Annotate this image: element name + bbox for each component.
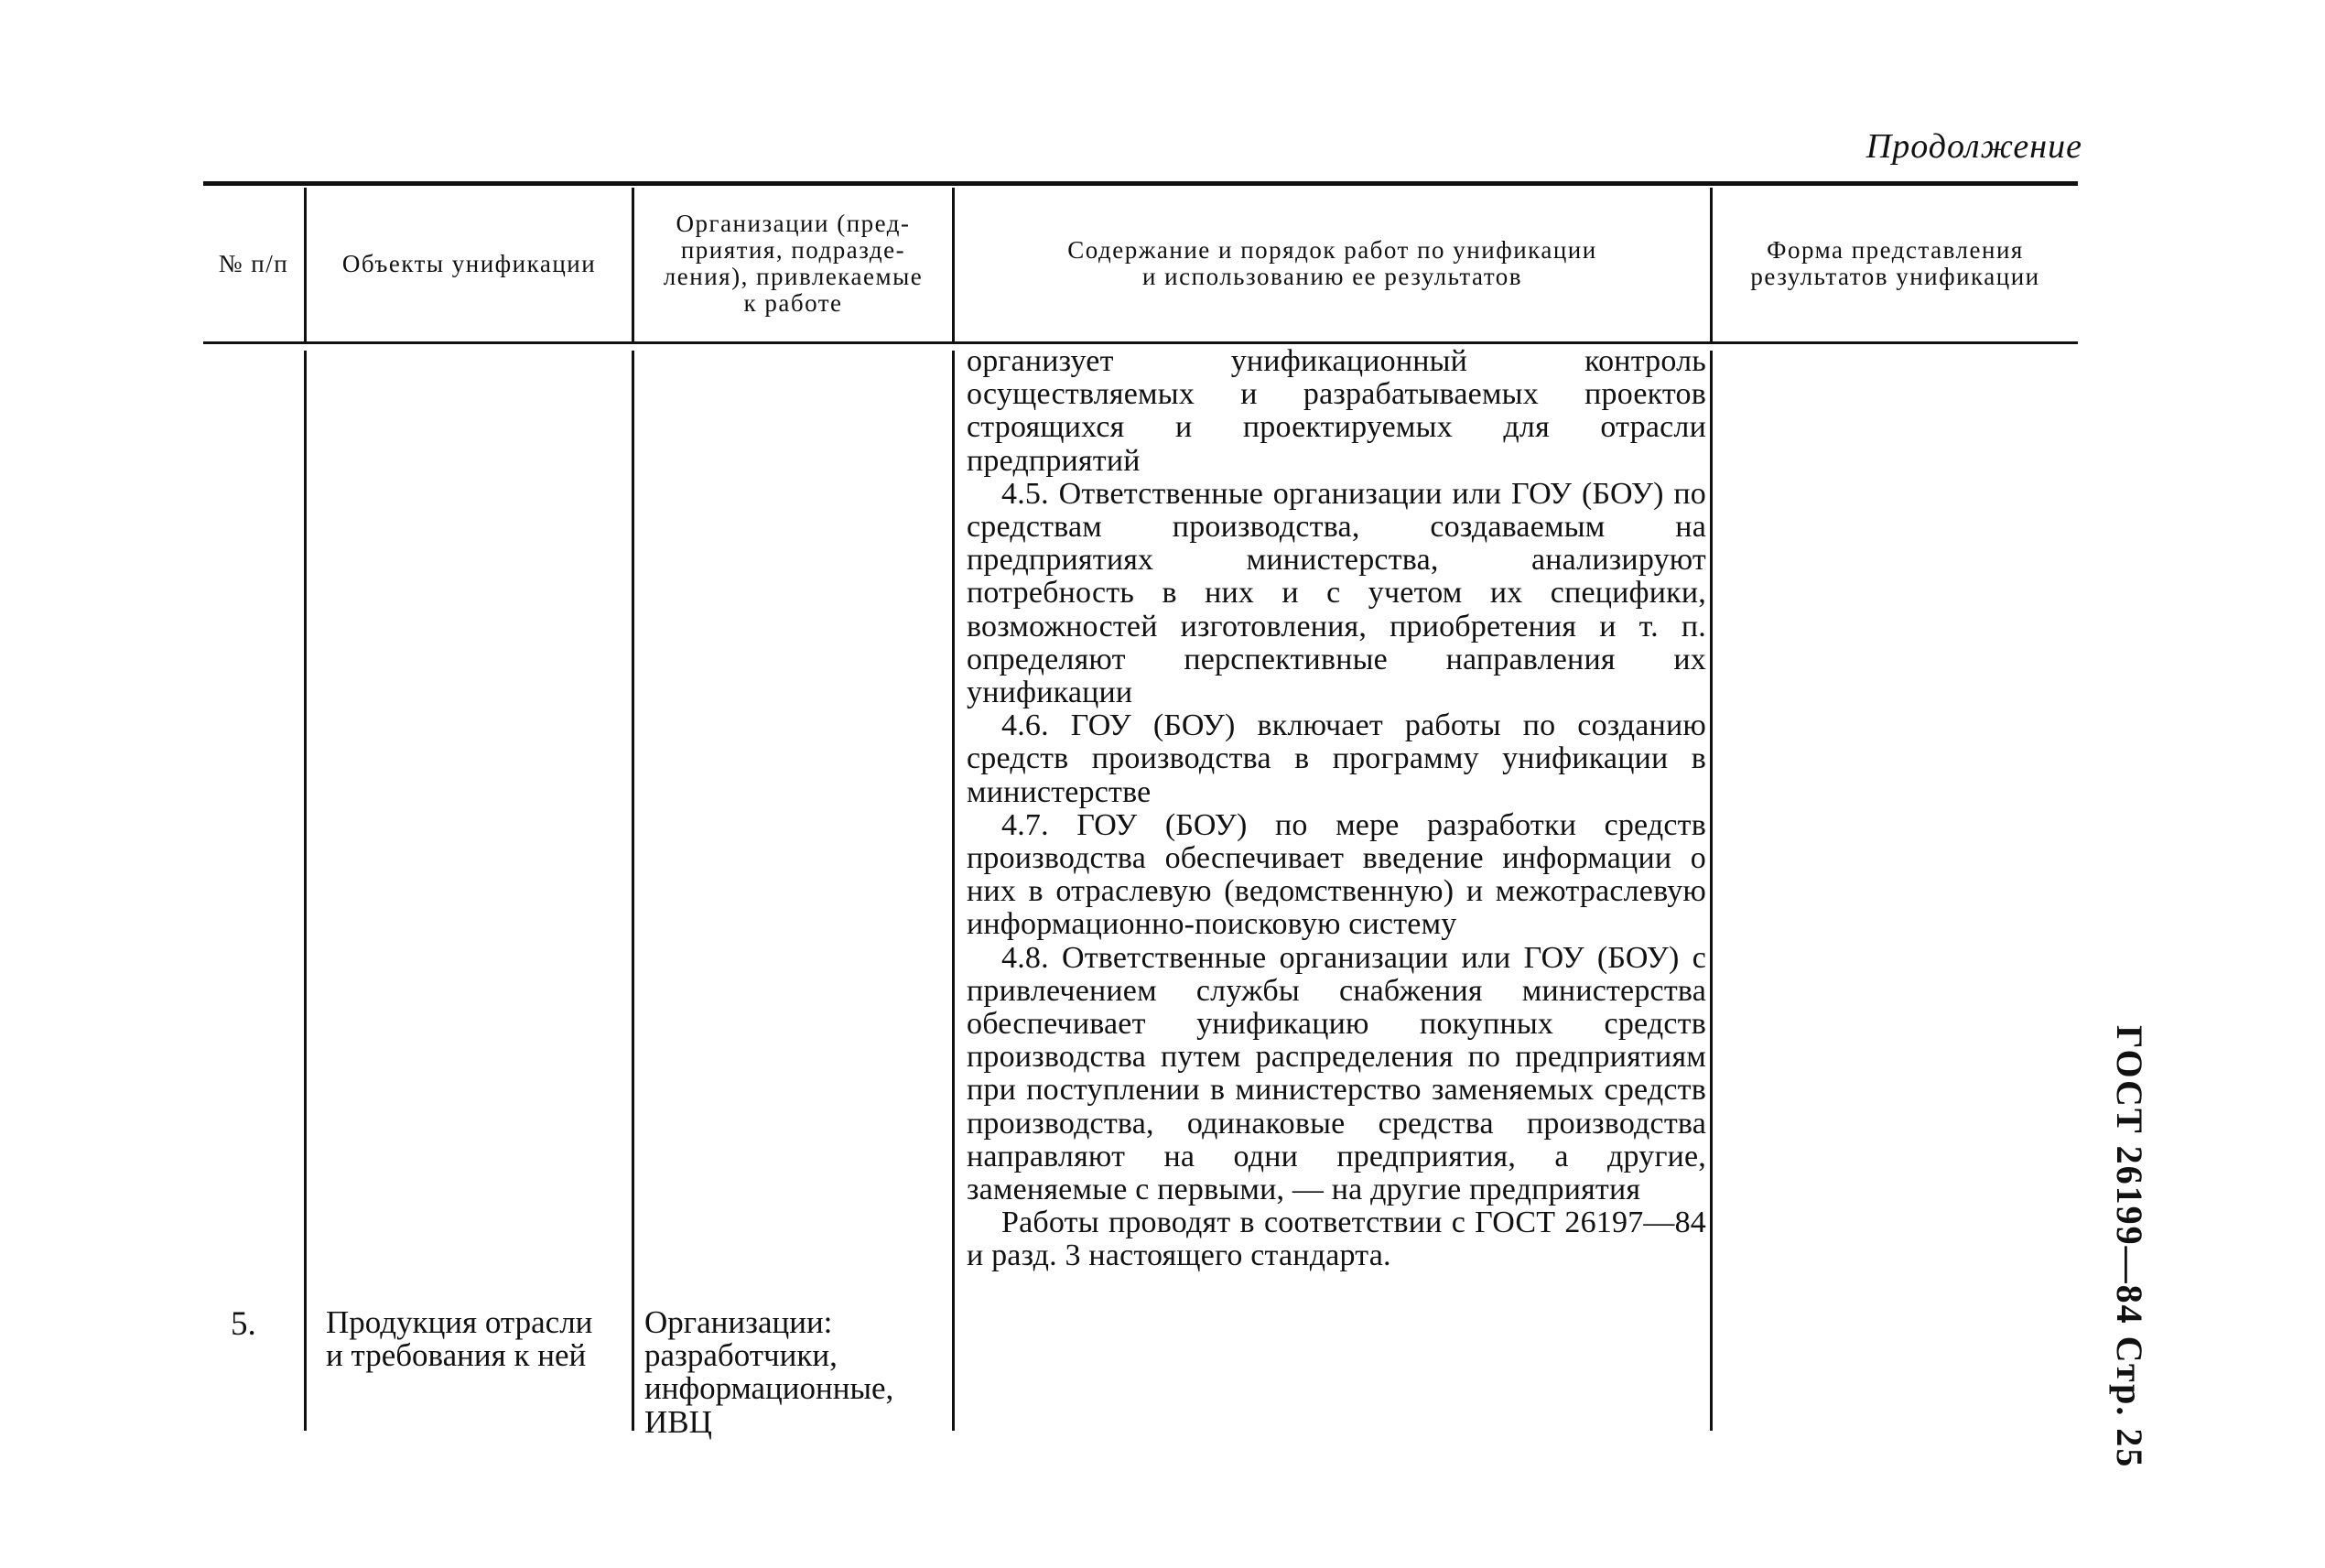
content-paragraph: организует унификационный контроль осуществляемых и разрабатываемых проектов строящихся и проектируемых для отрасли предприятий <box>967 344 1706 478</box>
header-form: Форма представления результатов унификации <box>1750 236 2040 290</box>
header-organizations: Организации (пред- приятия, подразде- ления), привлекаемые к работе <box>663 210 924 317</box>
content-paragraph: 4.5. Ответственные организации или ГОУ (БОУ) по средствам производства, создаваемым на предприятиях министерства, анализируют потребность в них и с учетом их специфики, возможностей изготовления, приобретения и т. п. определяют перспективные направления их унификации <box>967 476 1706 710</box>
column-divider <box>632 351 634 1431</box>
header-objects: Объекты унификации <box>341 249 597 277</box>
continuation-label: Продолжение <box>1865 127 2082 166</box>
row5-content: Работы проводят в соответствии с ГОСТ 26197—84 и разд. 3 настоящего стандарта. <box>967 1206 1706 1273</box>
row5-organizations: Организации: разработчики, информационные, ИВЦ <box>644 1304 894 1440</box>
content-column <box>967 345 1706 1273</box>
column-divider <box>952 351 955 1431</box>
header-content: Содержание и порядок работ по унификации и использованию ее результатов <box>1067 236 1597 290</box>
standard-page-label: ГОСТ 26199—84 Стр. 25 <box>2109 1025 2150 1469</box>
row5-number: 5. <box>231 1305 256 1343</box>
column-divider <box>1710 351 1713 1431</box>
content-paragraph: 4.8. Ответственные организации или ГОУ (БОУ) с привлечением службы снабжения министерства обеспечивает унификацию покупных средств производства путем распределения по предприятиям при поступлении в министерство заменяемых средств производства, одинаковые средства производства направляют на одни предприятия, а другие, заменяемые с первыми, — на другие предприятия <box>967 940 1706 1207</box>
table-top-rule <box>203 181 2078 186</box>
content-paragraph: 4.7. ГОУ (БОУ) по мере разработки средств производства обеспечивает введение информации о них в отраслевую (ведомственную) и межотраслевую информационно-поисковую систему <box>967 807 1706 942</box>
header-number: № п/п <box>218 249 289 277</box>
column-divider <box>304 351 307 1431</box>
row5-object: Продукция отрасли и требования к ней <box>326 1304 593 1374</box>
content-paragraph: 4.6. ГОУ (БОУ) включает работы по созданию средств производства в программу унификации в министерстве <box>967 708 1706 809</box>
